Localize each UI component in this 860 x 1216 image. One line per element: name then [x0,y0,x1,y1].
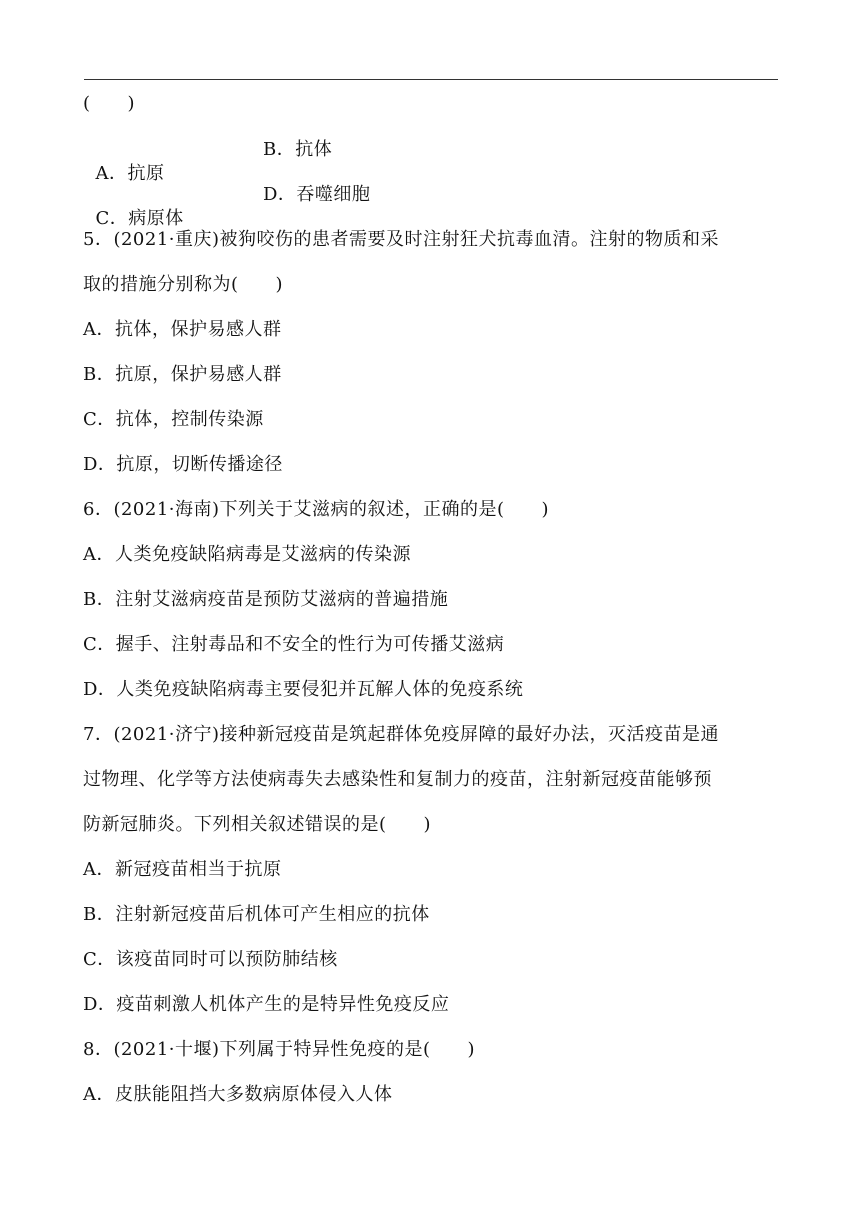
q7-stem-line-1: 7．(2021·济宁)接种新冠疫苗是筑起群体免疫屏障的最好办法，灭活疫苗是通 [83,724,720,745]
q5-stem-line-1: 5．(2021·重庆)被狗咬伤的患者需要及时注射狂犬抗毒血清。注射的物质和采 [83,229,720,250]
q5-option-c: C．抗体，控制传染源 [83,409,264,430]
q7-option-c: C．该疫苗同时可以预防肺结核 [83,949,338,970]
q5-stem-line-2: 取的措施分别称为( ) [83,274,284,295]
q4-option-b: B．抗体 [263,139,333,160]
q4-option-a: A．抗原 [95,163,165,184]
q8-stem: 8．(2021·十堰)下列属于特异性免疫的是( ) [83,1039,476,1060]
q6-stem: 6．(2021·海南)下列关于艾滋病的叙述，正确的是( ) [83,499,550,520]
q5-option-d: D．抗原，切断传播途径 [83,454,283,475]
q6-option-d: D．人类免疫缺陷病毒主要侵犯并瓦解人体的免疫系统 [83,679,524,700]
q4-answer-paren: ( ) [83,93,136,114]
q7-option-b: B．注射新冠疫苗后机体可产生相应的抗体 [83,904,430,925]
q5-option-a: A．抗体，保护易感人群 [83,319,282,340]
header-rule [84,79,778,80]
q6-option-a: A．人类免疫缺陷病毒是艾滋病的传染源 [83,544,411,565]
q7-option-a: A．新冠疫苗相当于抗原 [83,859,282,880]
q7-option-d: D．疫苗刺激人机体产生的是特异性免疫反应 [83,994,450,1015]
q4-option-d: D．吞噬细胞 [263,184,371,205]
q7-stem-line-3: 防新冠肺炎。下列相关叙述错误的是( ) [83,814,432,835]
q8-option-a: A．皮肤能阻挡大多数病原体侵入人体 [83,1084,393,1105]
q6-option-b: B．注射艾滋病疫苗是预防艾滋病的普遍措施 [83,589,449,610]
q4-option-c: C．病原体 [95,208,184,229]
q5-option-b: B．抗原，保护易感人群 [83,364,282,385]
q7-stem-line-2: 过物理、化学等方法使病毒失去感染性和复制力的疫苗，注射新冠疫苗能够预 [83,769,712,790]
q6-option-c: C．握手、注射毒品和不安全的性行为可传播艾滋病 [83,634,505,655]
